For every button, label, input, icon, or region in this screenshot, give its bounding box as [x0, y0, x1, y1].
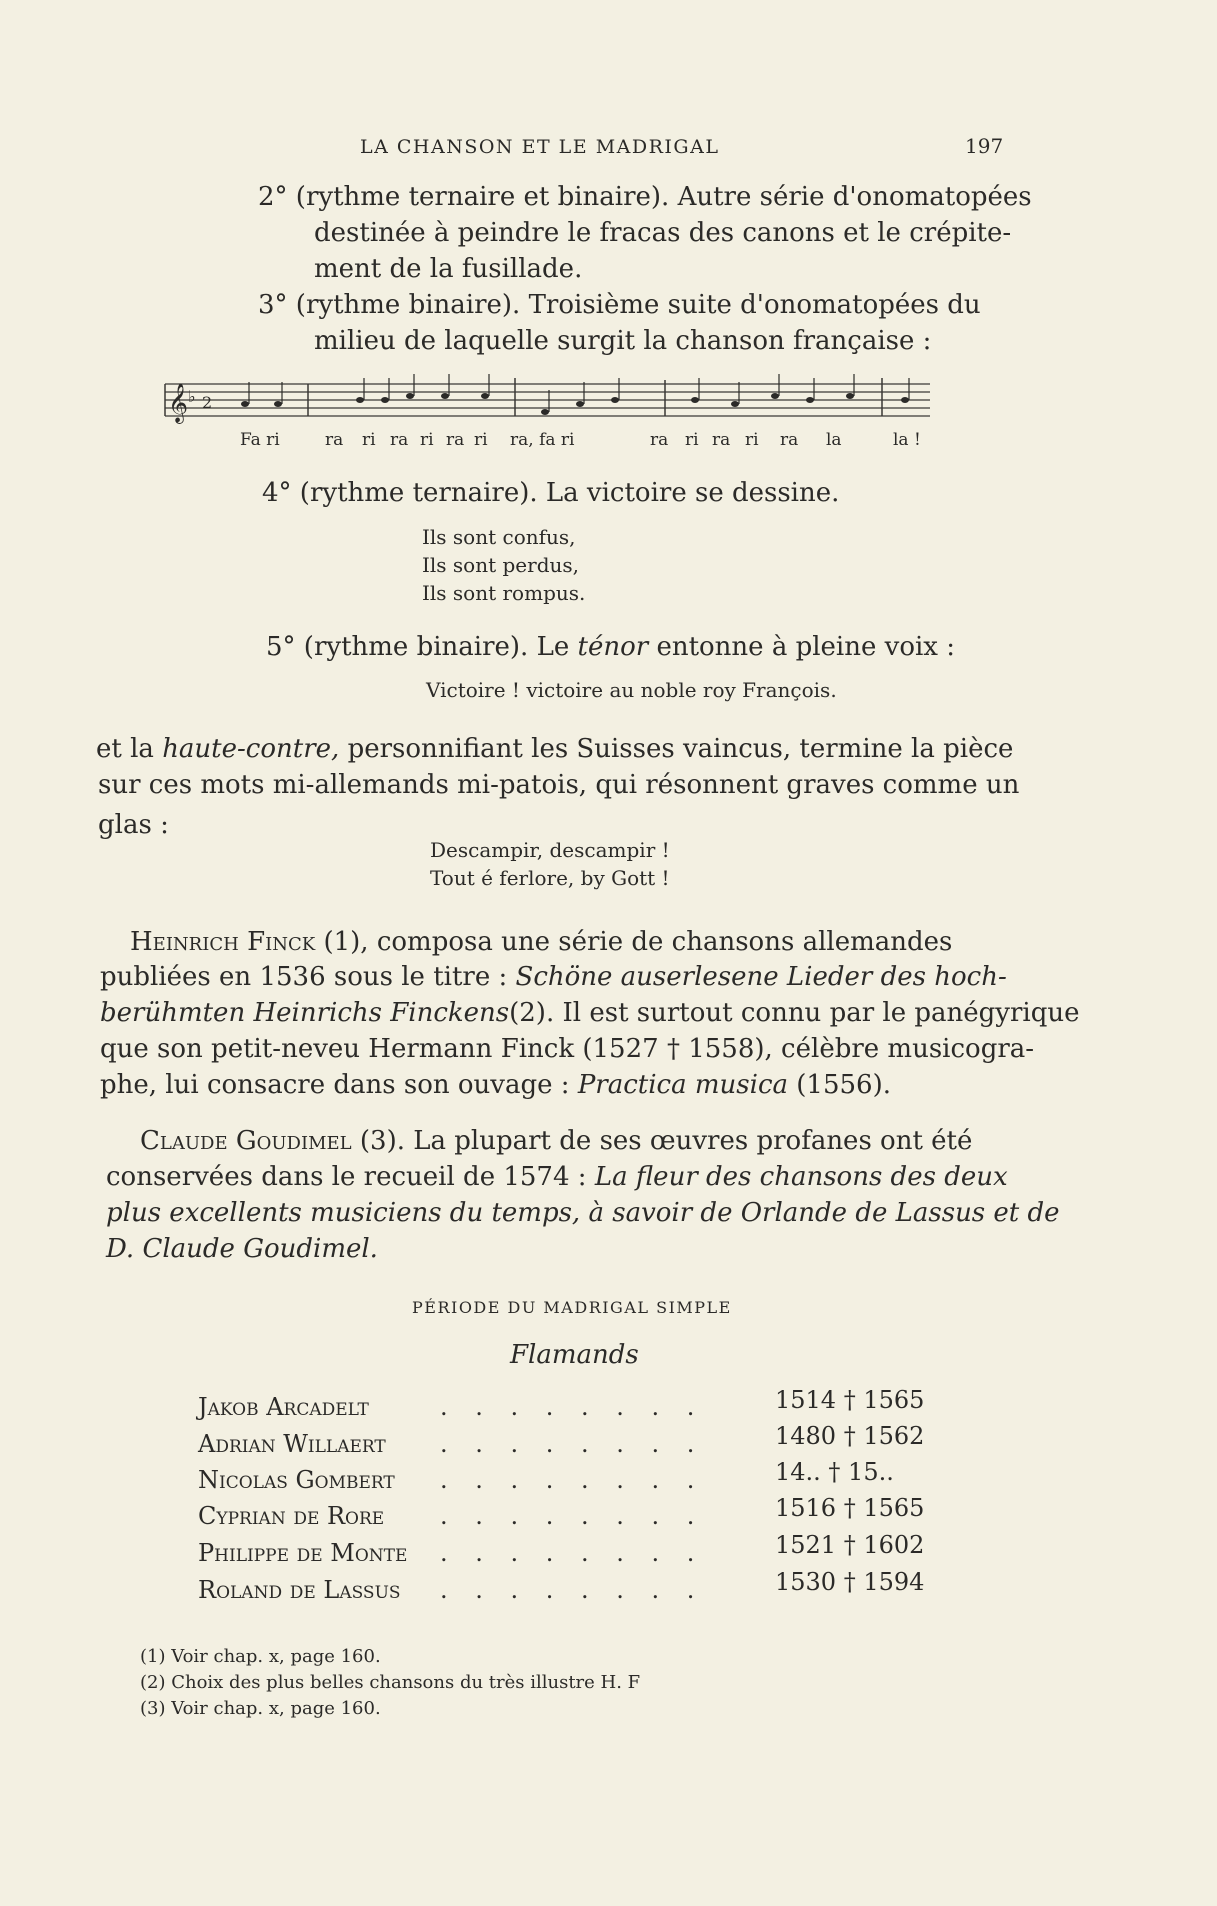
- leader-dots: . . . . . . . .: [440, 1502, 705, 1530]
- composer-name: Cyprian de Rore: [198, 1502, 385, 1530]
- lyric-syllable: ra: [446, 430, 465, 450]
- music-staff: [160, 370, 940, 430]
- lyric-syllable: ri: [362, 430, 376, 450]
- item-3-line-1: 3° (rythme binaire). Troisième suite d'onomatopées du: [258, 290, 981, 320]
- lyric-syllable: ri: [745, 430, 759, 450]
- note-11: [691, 397, 699, 403]
- note-5: [406, 393, 414, 399]
- finck-title-5: Practica musica: [577, 1070, 789, 1100]
- composer-dates: 1521 † 1602: [775, 1531, 925, 1559]
- verse-line: Tout é ferlore, by Gott !: [430, 866, 670, 890]
- section-title: PÉRIODE DU MADRIGAL SIMPLE: [412, 1298, 732, 1317]
- lyric-syllable: ra: [390, 430, 409, 450]
- haute-contre-line-2: sur ces mots mi-allemands mi-patois, qui résonnent graves comme un: [98, 770, 1020, 800]
- footnote: (2) Choix des plus belles chansons du très illustre H. F: [140, 1672, 641, 1693]
- finck-line-1: [130, 925, 952, 959]
- finck-line-2: [100, 960, 1007, 994]
- finck-title-3: berühmten Heinrichs Finckens: [100, 998, 510, 1028]
- item-4-line: 4° (rythme ternaire). La victoire se dessine.: [262, 478, 840, 508]
- footnote: (3) Voir chap. x, page 160.: [140, 1698, 381, 1719]
- lyric-syllable: ri: [474, 430, 488, 450]
- finck-line-5: [100, 1068, 891, 1102]
- item-5-line: [266, 630, 955, 664]
- goudimel-text-1: (3). La plupart de ses œuvres profanes ont été: [359, 1126, 973, 1156]
- composer-name-finck: Heinrich Finck: [130, 927, 316, 957]
- finck-title-2: Schöne auserlesene Lieder des hoch-: [515, 962, 1007, 992]
- note-2: [274, 401, 282, 407]
- goudimel-title-3b: de Orlande de Lassus et de: [700, 1198, 1060, 1228]
- haute-contre-line-3: glas :: [98, 810, 169, 840]
- verse-line: Descampir, descampir !: [430, 838, 670, 862]
- goudimel-text-2a: conservées dans le recueil de 1574 :: [106, 1162, 587, 1192]
- leader-dots: . . . . . . . .: [440, 1466, 705, 1494]
- composer-dates: 14.. † 15..: [775, 1458, 894, 1486]
- composer-dates: 1516 † 1565: [775, 1494, 925, 1522]
- running-title: LA CHANSON ET LE MADRIGAL: [360, 136, 720, 158]
- item-3-line-2: milieu de laquelle surgit la chanson française :: [314, 326, 932, 356]
- note-15: [846, 393, 854, 399]
- note-13: [771, 393, 779, 399]
- note-8: [541, 409, 549, 415]
- time-signature: 2: [202, 393, 213, 412]
- note-4: [381, 397, 389, 403]
- composer-name: Nicolas Gombert: [198, 1466, 395, 1494]
- footnote: (1) Voir chap. x, page 160.: [140, 1646, 381, 1667]
- note-6: [441, 393, 449, 399]
- haute-contre-line-1: [96, 732, 1013, 766]
- leader-dots: . . . . . . . .: [440, 1539, 705, 1567]
- lyric-syllable: ra, fa ri: [510, 430, 575, 450]
- goudimel-line-4: [106, 1232, 378, 1266]
- note-16: [901, 397, 909, 403]
- finck-text-5b: (1556).: [796, 1070, 892, 1100]
- note-heads: [241, 393, 909, 415]
- composer-name: Adrian Willaert: [198, 1430, 386, 1458]
- composer-dates: 1514 † 1565: [775, 1386, 925, 1414]
- lyric-syllable: la: [826, 430, 842, 450]
- verse-line: Ils sont confus,: [422, 525, 576, 549]
- goudimel-title-4: D. Claude Goudimel.: [106, 1234, 378, 1264]
- item-5-italic: ténor: [577, 632, 649, 662]
- goudimel-title-2: La fleur des chansons des deux: [594, 1162, 1008, 1192]
- goudimel-line-1: [140, 1124, 972, 1158]
- finck-text-3b: (2). Il est surtout connu par le panégyrique: [509, 998, 1080, 1028]
- leader-dots: . . . . . . . .: [440, 1576, 705, 1604]
- composer-name: Jakob Arcadelt: [198, 1393, 369, 1421]
- finck-line-3: [100, 996, 1080, 1030]
- item-5-text-after: entonne à pleine voix :: [656, 632, 955, 662]
- leader-dots: . . . . . . . .: [440, 1430, 705, 1458]
- lyric-syllable: ra: [650, 430, 669, 450]
- finck-text-2a: publiées en 1536 sous le titre :: [100, 962, 508, 992]
- finck-line-4: que son petit-neveu Hermann Finck (1527 † 1558), célèbre musicogra-: [100, 1034, 1035, 1064]
- lyric-syllable: ri: [420, 430, 434, 450]
- goudimel-line-3: [106, 1196, 1060, 1230]
- item-2-line-1: 2° (rythme ternaire et binaire). Autre série d'onomatopées: [258, 182, 1032, 212]
- item-2-line-2: destinée à peindre le fracas des canons et le crépite-: [314, 218, 1012, 248]
- lyric-syllable: ra: [325, 430, 344, 450]
- haute-contre-text-a: et la: [96, 734, 154, 764]
- item-5-text-before: 5° (rythme binaire). Le: [266, 632, 570, 662]
- verse-line: Ils sont rompus.: [422, 581, 586, 605]
- goudimel-title-3: plus excellents musiciens du temps, à savoir: [106, 1198, 693, 1228]
- composer-dates: 1480 † 1562: [775, 1422, 925, 1450]
- note-9: [576, 401, 584, 407]
- composer-dates: 1530 † 1594: [775, 1568, 925, 1596]
- page-number: 197: [965, 134, 1004, 158]
- flat-icon: ♭: [188, 387, 196, 406]
- clef-icon: 𝄞: [168, 383, 189, 423]
- haute-contre-italic: haute-contre,: [162, 734, 340, 764]
- note-12: [731, 401, 739, 407]
- goudimel-line-2: [106, 1160, 1008, 1194]
- finck-text-1: (1), composa une série de chansons allemandes: [323, 927, 953, 957]
- lyric-syllable: ra: [780, 430, 799, 450]
- composer-name: Roland de Lassus: [198, 1576, 401, 1604]
- note-14: [806, 397, 814, 403]
- note-1: [241, 401, 249, 407]
- item-2-line-3: ment de la fusillade.: [314, 254, 583, 284]
- verse-line: Victoire ! victoire au noble roy François.: [426, 678, 837, 702]
- lyric-syllable: Fa ri: [240, 430, 280, 450]
- lyric-syllable: ri: [685, 430, 699, 450]
- note-7: [481, 393, 489, 399]
- lyric-syllable: la !: [893, 430, 921, 450]
- note-3: [356, 397, 364, 403]
- composer-name: Philippe de Monte: [198, 1539, 408, 1567]
- leader-dots: . . . . . . . .: [440, 1393, 705, 1421]
- lyric-syllable: ra: [712, 430, 731, 450]
- finck-text-5a: phe, lui consacre dans son ouvage :: [100, 1070, 570, 1100]
- verse-line: Ils sont perdus,: [422, 553, 580, 577]
- note-10: [611, 397, 619, 403]
- composer-name-goudimel: Claude Goudimel: [140, 1126, 352, 1156]
- haute-contre-text-b: personnifiant les Suisses vaincus, termine la pièce: [347, 734, 1014, 764]
- subsection-title: Flamands: [510, 1340, 639, 1370]
